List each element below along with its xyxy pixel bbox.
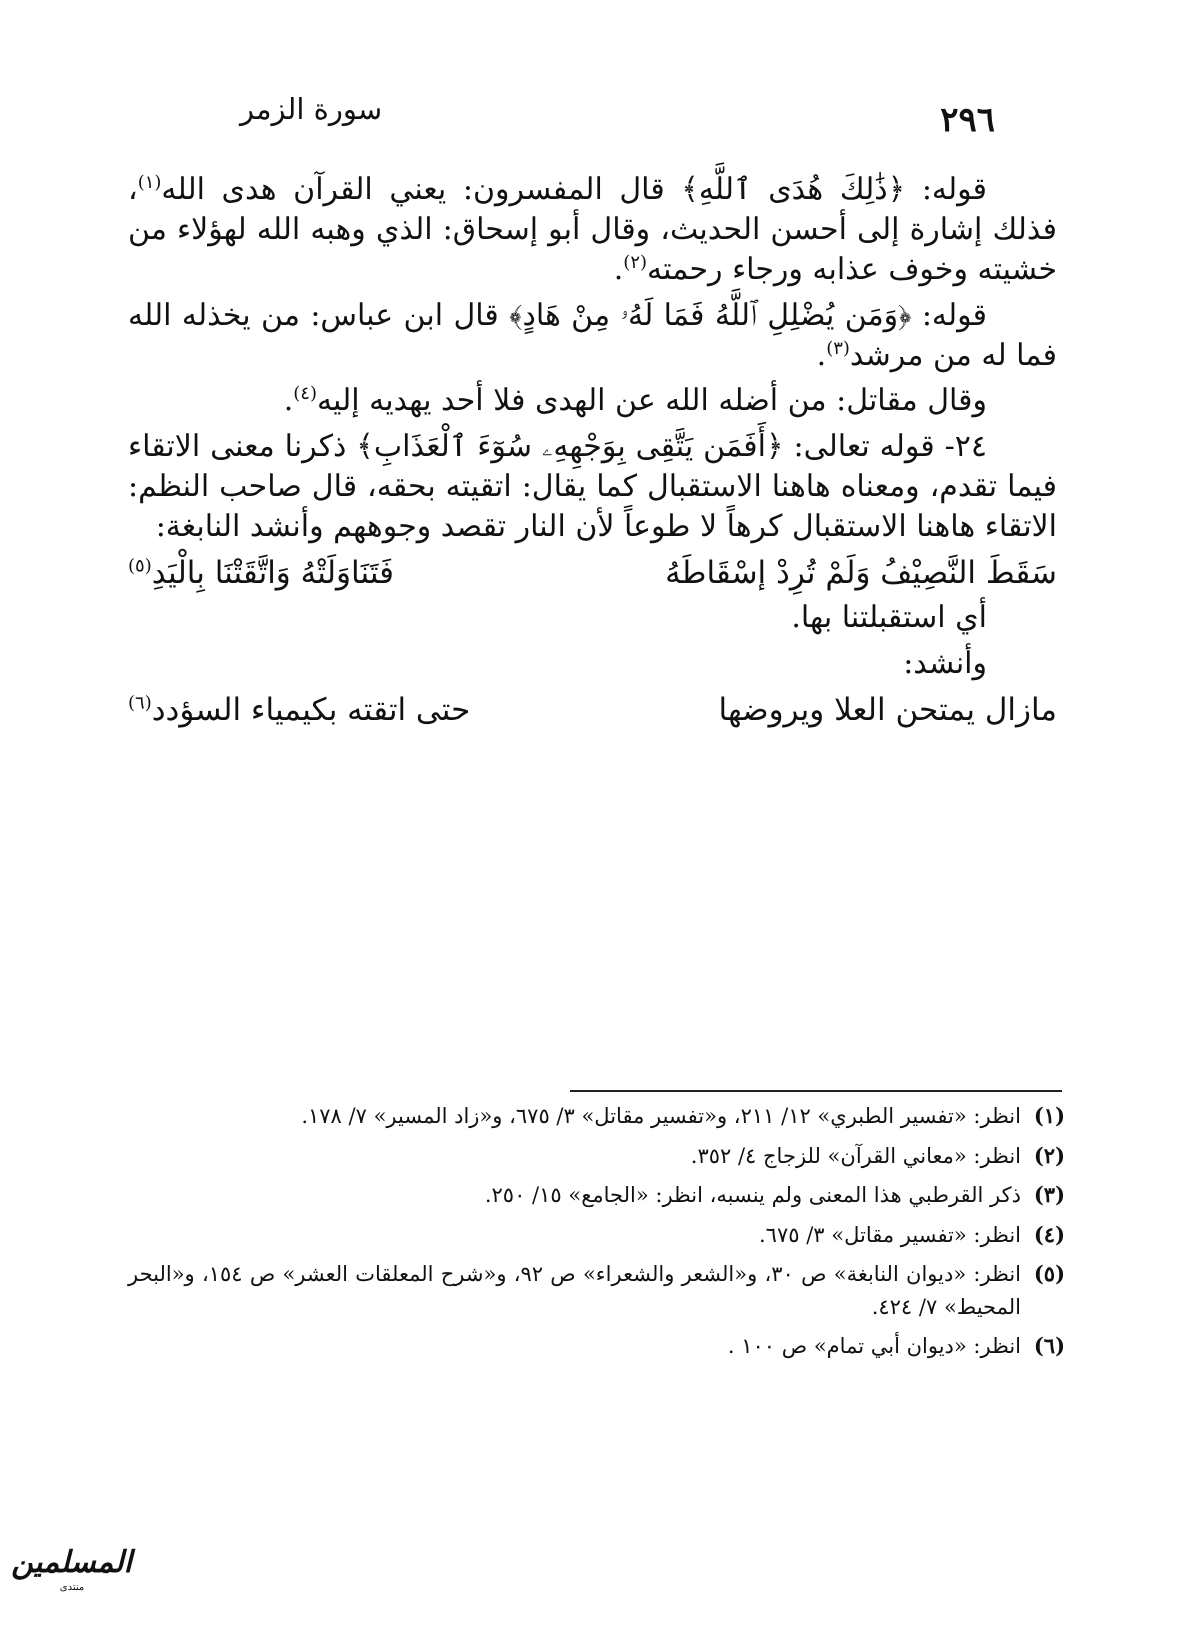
footnote-number: (٣) (1033, 1182, 1065, 1208)
verse-2-second-text: حتى اتقته بكيمياء السؤدد (151, 692, 471, 729)
verse-1-first-hemistich: سَقَطَ النَّصِيْفُ وَلَمْ تُرِدْ إسْقَاطَهُ (665, 555, 1057, 592)
paragraph-2-end: . (816, 337, 827, 373)
verse-1-second-text: فَتَنَاوَلَتْهُ وَاتَّقَتْنَا بِالْيَدِ (151, 555, 394, 592)
footnote-ref-1: (١) (137, 172, 162, 193)
footnote-ref-5: (٥) (128, 555, 152, 577)
footnote-2 (128, 1140, 1065, 1173)
footnote-text: ذكر القرطبي هذا المعنى ولم ينسبه، انظر: «الجامع» ١٥/ ٢٥٠. (484, 1183, 1021, 1208)
footnote-text: انظر: «ديوان أبي تمام» ص ١٠٠ . (727, 1334, 1021, 1359)
paragraph-3 (128, 381, 1057, 421)
paragraph-1-text-b: ، فذلك إشارة إلى أحسن الحديث، وقال أبو إسحاق: الذي وهبه الله لهؤلاء من خشيته وخوف عذابه ورجاء رحمته (128, 172, 1057, 287)
surah-title: سورة الزمر (240, 92, 383, 126)
footnote-number: (٢) (1033, 1142, 1065, 1168)
footnote-text: انظر: «معاني القرآن» للزجاج ٤/ ٣٥٢. (690, 1143, 1021, 1168)
paragraph-5: أي استقبلتنا بها. (791, 600, 987, 636)
paragraph-1-text-a: قوله: ﴿ذَٰلِكَ هُدَى ٱللَّهِ﴾ قال المفسرون: يعني القرآن هدى الله (161, 172, 987, 207)
footnote-ref-2: (٢) (623, 251, 648, 273)
paragraph-2-text: قوله: ﴿وَمَن يُضْلِلِ ٱللَّهُ فَمَا لَهُۥ مِنْ هَادٍ﴾ قال ابن عباس: من يخذله الله فما له من مرشد (128, 297, 1057, 373)
poetry-verse-2 (128, 690, 1057, 731)
paragraph-3-text: وقال مقاتل: من أضله الله عن الهدى فلا أحد يهديه إليه (316, 383, 987, 419)
footnote-4 (128, 1219, 1065, 1252)
paragraph-4: ٢٤- قوله تعالى: ﴿أَفَمَن يَتَّقِى بِوَجْهِهِۦ سُوٓءَ ٱلْعَذَابِ﴾ ذكرنا معنى الاتقاء فيما تقدم، ومعناه هاهنا الاستقبال كما يقال: اتقيته بحقه، قال صاحب النظم: الاتقاء هاهنا الاستقبال كرهاً لا طوعاً لأن النار تقصد وجوههم وأنشد النابغة: (128, 429, 1057, 545)
verse-2-first-hemistich: مازال يمتحن العلا ويروضها (718, 692, 1057, 729)
footnote-number: (٤) (1033, 1221, 1065, 1247)
paragraph-3-end: . (283, 383, 294, 419)
footnote-number: (٦) (1033, 1333, 1065, 1359)
footnote-3 (128, 1179, 1065, 1212)
footnote-divider (570, 1090, 1062, 1092)
verse-1-second-hemistich (128, 553, 394, 594)
footnote-text: انظر: «تفسير مقاتل» ٣/ ٦٧٥. (758, 1222, 1021, 1247)
logo-calligraphy: المسلمين (11, 1545, 132, 1580)
footnote-ref-4: (٤) (293, 383, 317, 405)
verse-2-second-hemistich (128, 690, 470, 731)
paragraph-2 (128, 296, 1057, 376)
paragraph-6: وأنشد: (903, 646, 987, 682)
page-header (150, 78, 1035, 138)
footnote-ref-6: (٦) (128, 692, 152, 714)
footnote-number: (١) (1033, 1103, 1065, 1128)
poetry-verse-1 (128, 553, 1057, 594)
footnote-text: انظر: «تفسير الطبري» ١٢/ ٢١١، و«تفسير مقاتل» ٣/ ٦٧٥، و«زاد المسير» ٧/ ١٧٨. (301, 1104, 1021, 1128)
page-number: ٢٩٦ (940, 100, 995, 140)
footnote-1 (128, 1100, 1065, 1133)
footnote-5 (128, 1258, 1065, 1323)
footnote-text: انظر: «ديوان النابغة» ص ٣٠، و«الشعر والشعراء» ص ٩٢، و«شرح المعلقات العشر» ص ١٥٤، و«البحر المحيط» ٧/ ٤٢٤. (128, 1262, 1021, 1319)
paragraph-1-end: . (613, 251, 624, 287)
main-text (128, 170, 1057, 735)
watermark-logo (11, 1545, 132, 1618)
footnote-6 (128, 1330, 1065, 1363)
footnotes (128, 1100, 1065, 1370)
paragraph-1 (128, 170, 1057, 290)
footnote-number: (٥) (1033, 1261, 1065, 1287)
logo-subtitle: منتدى (59, 1582, 85, 1593)
footnote-ref-3: (٣) (826, 337, 850, 359)
